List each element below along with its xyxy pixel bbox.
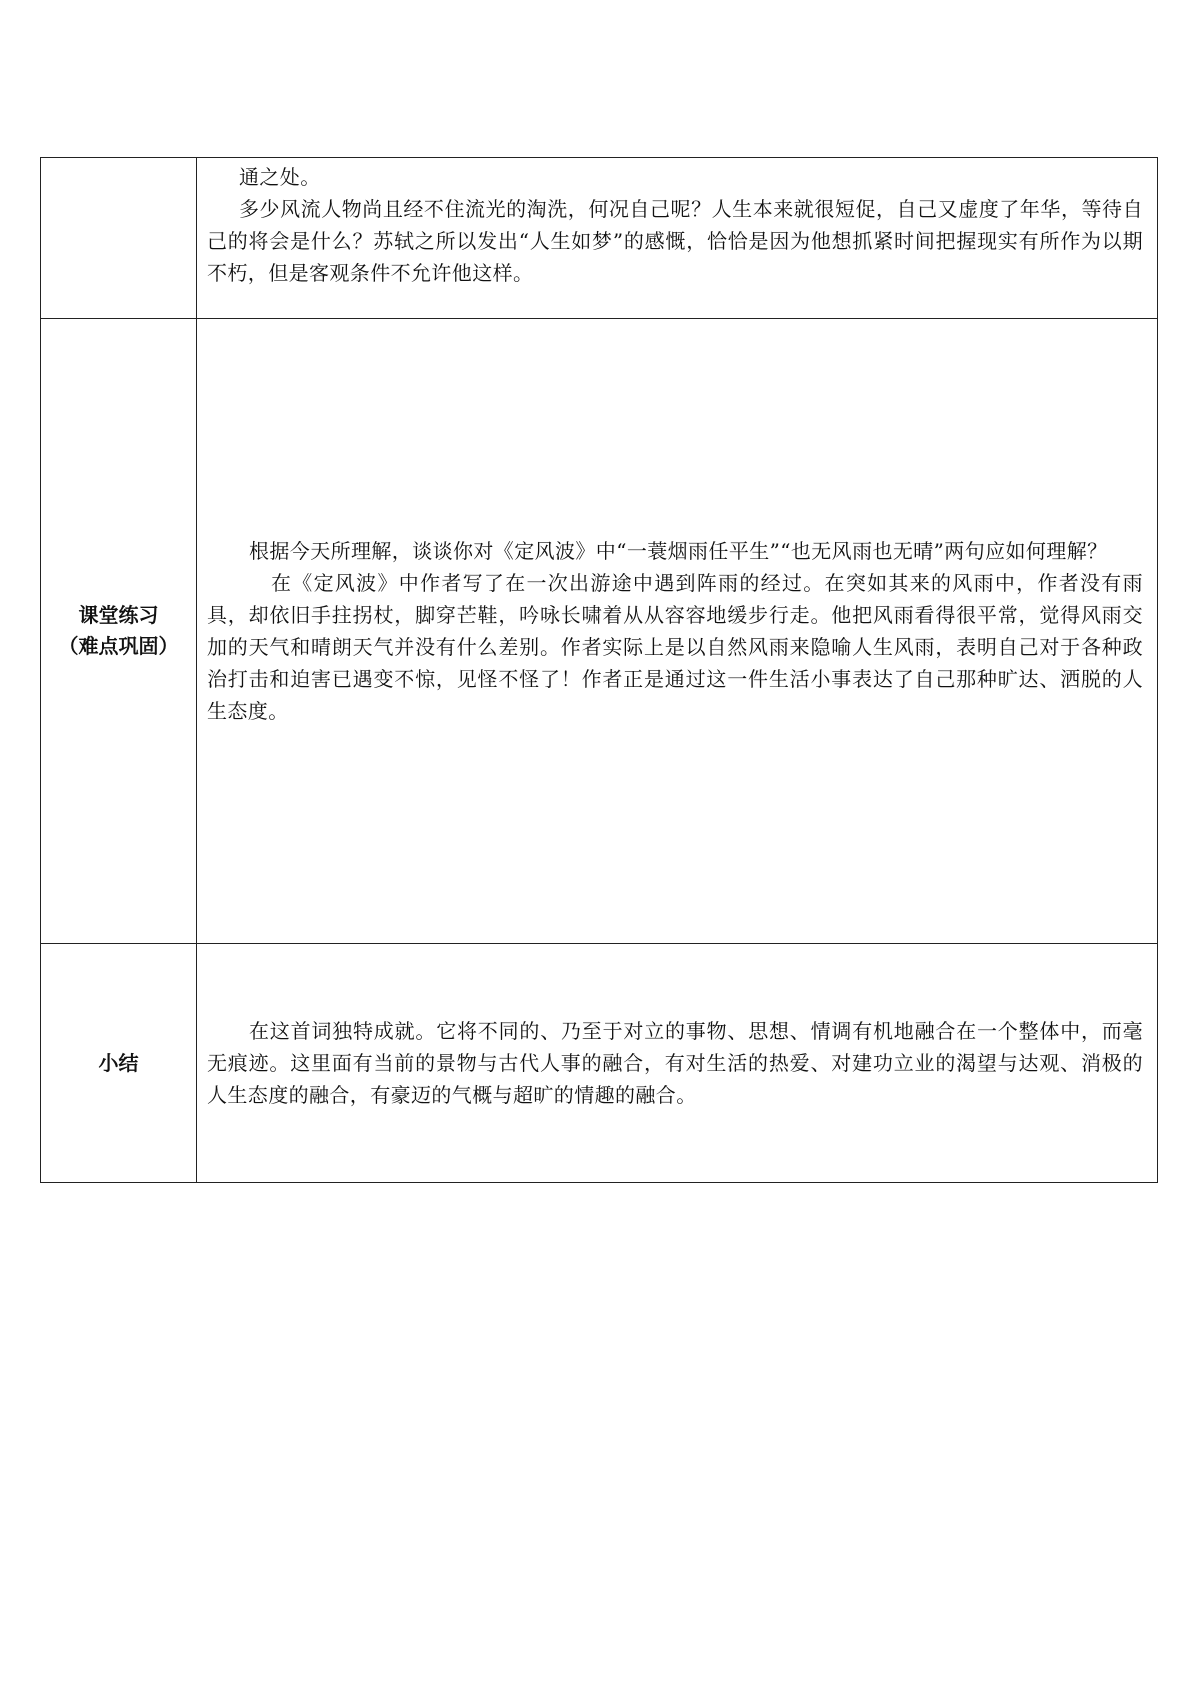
row-content-summary: [197, 944, 1158, 1183]
row-label-classroom-exercise: [41, 319, 197, 944]
exercise-question: 根据今天所理解，谈谈你对《定风波》中“一蓑烟雨任平生”“也无风雨也无晴”两句应如何理解？: [249, 539, 1108, 563]
row-label-title: 课堂练习: [78, 603, 159, 627]
row-label-summary: [41, 944, 197, 1183]
row-label-subtitle: （难点巩固）: [58, 634, 179, 658]
row-label-empty: [41, 158, 197, 319]
summary-paragraph: 在这首词独特成就。它将不同的、乃至于对立的事物、思想、情调有机地融合在一个整体中，而毫无痕迹。这里面有当前的景物与古代人事的融合，有对生活的热爱、对建功立业的渴望与达观、消极的人生态度的融合，有豪迈的气概与超旷的情趣的融合。: [207, 1019, 1143, 1107]
paragraph: 通之处。: [239, 165, 321, 189]
lesson-plan-table: [40, 157, 1158, 1183]
table-row-continuation: [41, 158, 1158, 319]
table-row-summary: [41, 944, 1158, 1183]
exercise-answer: 在《定风波》中作者写了在一次出游途中遇到阵雨的经过。在突如其来的风雨中，作者没有雨具，却依旧手拄拐杖，脚穿芒鞋，吟咏长啸着从从容容地缓步行走。他把风雨看得很平常，觉得风雨交加的天气和晴朗天气并没有什么差别。作者实际上是以自然风雨来隐喻人生风雨，表明自己对于各种政治打击和迫害已遇变不惊，见怪不怪了！作者正是通过这一件生活小事表达了自己那种旷达、洒脱的人生态度。: [207, 571, 1143, 723]
row-label-title: 小结: [98, 1050, 139, 1075]
table-row-classroom-exercise: [41, 319, 1158, 944]
row-content-continuation: [197, 158, 1158, 319]
row-content-classroom-exercise: [197, 319, 1158, 944]
paragraph: 多少风流人物尚且经不住流光的淘洗，何况自己呢？人生本来就很短促，自己又虚度了年华，等待自己的将会是什么？苏轼之所以发出“人生如梦”的感慨，恰恰是因为他想抓紧时间把握现实有所作为以期不朽，但是客观条件不允许他这样。: [207, 197, 1143, 285]
